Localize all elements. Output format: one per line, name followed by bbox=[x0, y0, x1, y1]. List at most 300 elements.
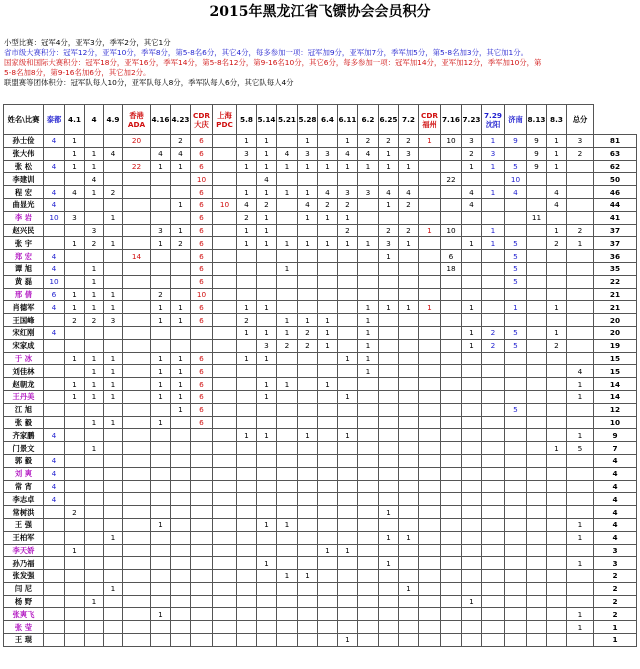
score-cell: 2 bbox=[257, 198, 277, 211]
score-cell: 1 bbox=[104, 582, 123, 595]
score-cell: 1 bbox=[257, 224, 277, 237]
score-cell bbox=[399, 429, 419, 442]
score-cell: 6 bbox=[191, 237, 213, 250]
score-cell: 2 bbox=[151, 288, 171, 301]
score-cell: 1 bbox=[85, 186, 104, 199]
score-cell bbox=[44, 634, 65, 647]
score-cell bbox=[213, 403, 237, 416]
score-cell: 1 bbox=[171, 224, 191, 237]
member-name: 常树洪 bbox=[4, 506, 44, 519]
score-cell bbox=[482, 352, 505, 365]
table-row bbox=[4, 250, 637, 263]
score-cell bbox=[379, 403, 399, 416]
score-cell bbox=[419, 365, 441, 378]
score-cell bbox=[85, 608, 104, 621]
score-cell: 1 bbox=[257, 326, 277, 339]
score-cell bbox=[213, 429, 237, 442]
member-name: 宋红刚 bbox=[4, 326, 44, 339]
score-cell: 6 bbox=[44, 288, 65, 301]
total-score: 15 bbox=[594, 365, 637, 378]
score-cell bbox=[318, 480, 338, 493]
score-cell: 2 bbox=[85, 314, 104, 327]
score-cell bbox=[567, 211, 594, 224]
score-cell: 4 bbox=[462, 198, 482, 211]
score-cell bbox=[547, 454, 567, 467]
score-cell bbox=[44, 531, 65, 544]
table-row bbox=[4, 147, 637, 160]
score-cell bbox=[213, 467, 237, 480]
score-cell bbox=[213, 237, 237, 250]
member-name: 张 宇 bbox=[4, 237, 44, 250]
score-cell bbox=[104, 454, 123, 467]
score-cell: 1 bbox=[151, 390, 171, 403]
score-cell bbox=[318, 467, 338, 480]
score-cell: 1 bbox=[358, 160, 379, 173]
score-cell bbox=[213, 506, 237, 519]
total-score: 41 bbox=[594, 211, 637, 224]
score-cell: 4 bbox=[358, 147, 379, 160]
score-cell: 3 bbox=[338, 186, 358, 199]
score-cell bbox=[358, 224, 379, 237]
score-cell bbox=[567, 275, 594, 288]
score-cell bbox=[462, 621, 482, 634]
score-cell bbox=[462, 403, 482, 416]
score-cell bbox=[123, 518, 151, 531]
score-cell: 4 bbox=[547, 186, 567, 199]
score-cell: 1 bbox=[358, 339, 379, 352]
score-cell bbox=[419, 582, 441, 595]
score-cell bbox=[277, 352, 298, 365]
column-header: 6.2 bbox=[358, 105, 379, 135]
score-cell bbox=[527, 416, 547, 429]
score-cell bbox=[441, 557, 462, 570]
table-row bbox=[4, 365, 637, 378]
score-cell: 1 bbox=[379, 557, 399, 570]
score-cell bbox=[547, 275, 567, 288]
score-cell: 1 bbox=[298, 314, 318, 327]
score-cell: 4 bbox=[318, 186, 338, 199]
total-score: 36 bbox=[594, 250, 637, 263]
score-cell: 1 bbox=[277, 378, 298, 391]
score-cell bbox=[104, 544, 123, 557]
score-cell bbox=[338, 339, 358, 352]
score-cell bbox=[65, 518, 85, 531]
score-cell: 1 bbox=[419, 135, 441, 148]
score-cell: 4 bbox=[44, 429, 65, 442]
score-cell bbox=[547, 390, 567, 403]
score-cell bbox=[462, 224, 482, 237]
score-cell: 3 bbox=[257, 339, 277, 352]
score-cell bbox=[527, 173, 547, 186]
score-cell bbox=[151, 595, 171, 608]
score-cell bbox=[318, 301, 338, 314]
total-score: 63 bbox=[594, 147, 637, 160]
score-cell bbox=[338, 275, 358, 288]
score-cell bbox=[85, 467, 104, 480]
score-cell bbox=[237, 518, 257, 531]
score-cell: 1 bbox=[65, 135, 85, 148]
score-cell bbox=[358, 429, 379, 442]
score-cell bbox=[85, 518, 104, 531]
score-cell: 3 bbox=[379, 237, 399, 250]
score-cell bbox=[104, 480, 123, 493]
score-cell bbox=[257, 570, 277, 583]
table-row bbox=[4, 454, 637, 467]
score-cell bbox=[123, 416, 151, 429]
score-cell bbox=[379, 339, 399, 352]
score-cell bbox=[151, 326, 171, 339]
score-cell bbox=[85, 544, 104, 557]
score-cell bbox=[547, 403, 567, 416]
score-cell bbox=[527, 288, 547, 301]
score-cell bbox=[213, 314, 237, 327]
score-cell bbox=[379, 211, 399, 224]
table-row bbox=[4, 429, 637, 442]
score-cell bbox=[44, 403, 65, 416]
score-cell bbox=[505, 480, 527, 493]
score-cell: 1 bbox=[567, 608, 594, 621]
score-cell: 22 bbox=[441, 173, 462, 186]
score-cell bbox=[441, 211, 462, 224]
table-row bbox=[4, 198, 637, 211]
score-cell bbox=[527, 275, 547, 288]
score-cell bbox=[65, 467, 85, 480]
score-cell bbox=[213, 224, 237, 237]
score-cell bbox=[527, 595, 547, 608]
score-cell bbox=[257, 454, 277, 467]
column-header: 5.14 bbox=[257, 105, 277, 135]
score-cell bbox=[482, 198, 505, 211]
score-cell bbox=[65, 198, 85, 211]
score-cell: 2 bbox=[298, 339, 318, 352]
score-cell bbox=[318, 352, 338, 365]
score-cell bbox=[318, 390, 338, 403]
score-cell: 1 bbox=[482, 224, 505, 237]
score-cell bbox=[191, 506, 213, 519]
score-cell: 1 bbox=[151, 608, 171, 621]
table-row bbox=[4, 173, 637, 186]
score-cell bbox=[277, 442, 298, 455]
score-cell bbox=[482, 442, 505, 455]
score-cell bbox=[441, 390, 462, 403]
score-cell: 1 bbox=[298, 160, 318, 173]
score-cell bbox=[482, 390, 505, 403]
score-cell: 1 bbox=[298, 429, 318, 442]
score-cell bbox=[123, 378, 151, 391]
score-cell bbox=[85, 339, 104, 352]
table-row bbox=[4, 390, 637, 403]
score-cell: 11 bbox=[527, 211, 547, 224]
table-row bbox=[4, 544, 637, 557]
score-cell bbox=[123, 262, 151, 275]
score-cell: 1 bbox=[462, 326, 482, 339]
score-cell: 1 bbox=[462, 160, 482, 173]
score-cell bbox=[419, 506, 441, 519]
score-cell bbox=[85, 403, 104, 416]
score-cell bbox=[338, 173, 358, 186]
score-cell bbox=[505, 454, 527, 467]
score-cell bbox=[318, 634, 338, 647]
score-cell bbox=[237, 544, 257, 557]
score-cell bbox=[379, 621, 399, 634]
score-cell bbox=[482, 454, 505, 467]
score-cell bbox=[482, 582, 505, 595]
score-cell: 1 bbox=[482, 237, 505, 250]
score-cell bbox=[419, 480, 441, 493]
score-cell: 10 bbox=[191, 173, 213, 186]
score-cell bbox=[358, 531, 379, 544]
member-name: 刘佳林 bbox=[4, 365, 44, 378]
score-cell bbox=[191, 544, 213, 557]
score-cell bbox=[237, 262, 257, 275]
total-score: 21 bbox=[594, 288, 637, 301]
score-cell bbox=[237, 454, 257, 467]
score-cell bbox=[277, 198, 298, 211]
score-cell bbox=[277, 429, 298, 442]
score-cell bbox=[213, 557, 237, 570]
score-cell bbox=[419, 147, 441, 160]
score-cell bbox=[338, 621, 358, 634]
score-cell bbox=[123, 480, 151, 493]
table-row bbox=[4, 621, 637, 634]
score-cell bbox=[462, 467, 482, 480]
score-cell bbox=[379, 582, 399, 595]
score-cell bbox=[44, 518, 65, 531]
score-cell bbox=[151, 480, 171, 493]
score-cell: 6 bbox=[191, 186, 213, 199]
score-cell bbox=[482, 211, 505, 224]
score-cell: 1 bbox=[567, 518, 594, 531]
score-cell bbox=[104, 506, 123, 519]
score-cell bbox=[441, 314, 462, 327]
score-cell: 4 bbox=[44, 186, 65, 199]
score-cell: 1 bbox=[318, 339, 338, 352]
score-cell: 1 bbox=[298, 135, 318, 148]
score-cell bbox=[85, 198, 104, 211]
score-cell bbox=[257, 416, 277, 429]
score-cell bbox=[171, 506, 191, 519]
score-cell: 4 bbox=[44, 160, 65, 173]
table-row bbox=[4, 570, 637, 583]
score-cell bbox=[527, 262, 547, 275]
score-cell bbox=[567, 634, 594, 647]
score-cell: 1 bbox=[171, 301, 191, 314]
score-cell bbox=[213, 608, 237, 621]
score-cell bbox=[213, 378, 237, 391]
score-cell: 6 bbox=[191, 211, 213, 224]
score-cell: 2 bbox=[277, 339, 298, 352]
score-cell bbox=[338, 570, 358, 583]
score-cell bbox=[151, 582, 171, 595]
score-cell: 1 bbox=[104, 288, 123, 301]
table-row bbox=[4, 467, 637, 480]
score-cell: 1 bbox=[171, 314, 191, 327]
score-cell bbox=[567, 314, 594, 327]
score-cell bbox=[65, 262, 85, 275]
score-cell bbox=[527, 493, 547, 506]
score-cell: 1 bbox=[237, 326, 257, 339]
score-cell bbox=[419, 416, 441, 429]
score-cell bbox=[171, 467, 191, 480]
member-name: 闫 尼 bbox=[4, 582, 44, 595]
score-cell bbox=[547, 352, 567, 365]
score-cell bbox=[527, 506, 547, 519]
member-name: 郭 毅 bbox=[4, 454, 44, 467]
score-cell bbox=[65, 608, 85, 621]
score-cell bbox=[399, 557, 419, 570]
score-cell: 4 bbox=[277, 147, 298, 160]
score-cell: 4 bbox=[379, 186, 399, 199]
score-cell bbox=[44, 224, 65, 237]
score-cell: 6 bbox=[191, 390, 213, 403]
score-cell bbox=[482, 262, 505, 275]
score-cell bbox=[358, 621, 379, 634]
table-row bbox=[4, 378, 637, 391]
score-cell bbox=[213, 262, 237, 275]
score-cell bbox=[505, 416, 527, 429]
score-cell: 2 bbox=[462, 147, 482, 160]
score-cell: 1 bbox=[104, 378, 123, 391]
score-cell bbox=[85, 557, 104, 570]
member-name: 邢 倩 bbox=[4, 288, 44, 301]
score-cell: 2 bbox=[482, 326, 505, 339]
score-cell bbox=[151, 634, 171, 647]
score-cell bbox=[462, 493, 482, 506]
score-cell bbox=[527, 365, 547, 378]
score-cell: 1 bbox=[257, 301, 277, 314]
score-cell bbox=[213, 288, 237, 301]
score-cell: 1 bbox=[338, 211, 358, 224]
score-cell bbox=[151, 250, 171, 263]
score-cell bbox=[527, 531, 547, 544]
score-cell bbox=[399, 288, 419, 301]
score-cell: 2 bbox=[104, 186, 123, 199]
member-name: 孙乃福 bbox=[4, 557, 44, 570]
total-score: 20 bbox=[594, 326, 637, 339]
score-cell bbox=[123, 390, 151, 403]
member-name: 张 莹 bbox=[4, 621, 44, 634]
score-cell: 1 bbox=[151, 301, 171, 314]
score-cell: 4 bbox=[44, 250, 65, 263]
score-cell bbox=[358, 390, 379, 403]
score-cell bbox=[567, 198, 594, 211]
score-cell: 1 bbox=[151, 378, 171, 391]
score-cell bbox=[298, 288, 318, 301]
score-cell: 1 bbox=[65, 160, 85, 173]
score-cell bbox=[123, 608, 151, 621]
score-cell bbox=[298, 582, 318, 595]
score-cell bbox=[123, 275, 151, 288]
member-name: 王柏军 bbox=[4, 531, 44, 544]
score-cell bbox=[104, 608, 123, 621]
total-score: 4 bbox=[594, 531, 637, 544]
score-cell: 10 bbox=[44, 275, 65, 288]
score-cell: 4 bbox=[104, 147, 123, 160]
score-cell bbox=[567, 582, 594, 595]
score-cell bbox=[419, 544, 441, 557]
score-cell bbox=[104, 198, 123, 211]
score-cell bbox=[318, 570, 338, 583]
score-cell bbox=[547, 480, 567, 493]
score-cell bbox=[547, 544, 567, 557]
score-cell bbox=[213, 454, 237, 467]
table-row bbox=[4, 480, 637, 493]
total-score: 44 bbox=[594, 198, 637, 211]
score-cell bbox=[338, 480, 358, 493]
score-cell bbox=[379, 365, 399, 378]
score-cell bbox=[237, 595, 257, 608]
score-cell bbox=[213, 160, 237, 173]
score-cell: 4 bbox=[44, 262, 65, 275]
score-cell bbox=[547, 378, 567, 391]
score-cell bbox=[213, 186, 237, 199]
score-cell: 1 bbox=[462, 301, 482, 314]
score-cell bbox=[399, 442, 419, 455]
score-cell: 3 bbox=[151, 224, 171, 237]
table-row bbox=[4, 493, 637, 506]
score-cell bbox=[237, 582, 257, 595]
score-cell bbox=[567, 288, 594, 301]
score-cell bbox=[213, 582, 237, 595]
score-cell: 6 bbox=[191, 160, 213, 173]
score-cell bbox=[171, 262, 191, 275]
score-cell bbox=[298, 173, 318, 186]
score-cell: 1 bbox=[85, 275, 104, 288]
score-cell: 4 bbox=[298, 198, 318, 211]
score-cell bbox=[441, 352, 462, 365]
total-score: 4 bbox=[594, 493, 637, 506]
score-cell bbox=[171, 608, 191, 621]
rule-line: 联盟赛等团体积分：冠军队每人10分，亚军队每人8分，季军队每人6分，其它队每人4分 bbox=[4, 78, 294, 87]
score-cell: 1 bbox=[85, 442, 104, 455]
score-cell bbox=[358, 288, 379, 301]
score-cell bbox=[527, 378, 547, 391]
score-cell: 1 bbox=[567, 557, 594, 570]
score-cell bbox=[379, 314, 399, 327]
score-cell bbox=[419, 288, 441, 301]
score-cell bbox=[85, 429, 104, 442]
score-cell bbox=[318, 262, 338, 275]
score-cell bbox=[123, 557, 151, 570]
score-cell bbox=[399, 518, 419, 531]
score-cell: 1 bbox=[257, 147, 277, 160]
score-cell bbox=[44, 506, 65, 519]
member-name: 常 宵 bbox=[4, 480, 44, 493]
total-score: 3 bbox=[594, 544, 637, 557]
score-cell bbox=[123, 403, 151, 416]
score-cell bbox=[399, 608, 419, 621]
score-cell bbox=[419, 570, 441, 583]
score-cell bbox=[85, 634, 104, 647]
score-cell bbox=[237, 173, 257, 186]
score-cell bbox=[441, 454, 462, 467]
member-name: 王 强 bbox=[4, 518, 44, 531]
score-cell: 1 bbox=[85, 262, 104, 275]
score-cell: 3 bbox=[65, 211, 85, 224]
score-cell bbox=[338, 365, 358, 378]
score-cell bbox=[419, 314, 441, 327]
table-row bbox=[4, 403, 637, 416]
score-cell: 1 bbox=[257, 186, 277, 199]
score-cell: 1 bbox=[171, 390, 191, 403]
score-cell: 1 bbox=[171, 160, 191, 173]
score-cell: 1 bbox=[298, 211, 318, 224]
score-cell bbox=[318, 288, 338, 301]
score-cell bbox=[379, 595, 399, 608]
header-row bbox=[4, 105, 637, 135]
score-cell bbox=[277, 454, 298, 467]
column-header: 6.11 bbox=[338, 105, 358, 135]
